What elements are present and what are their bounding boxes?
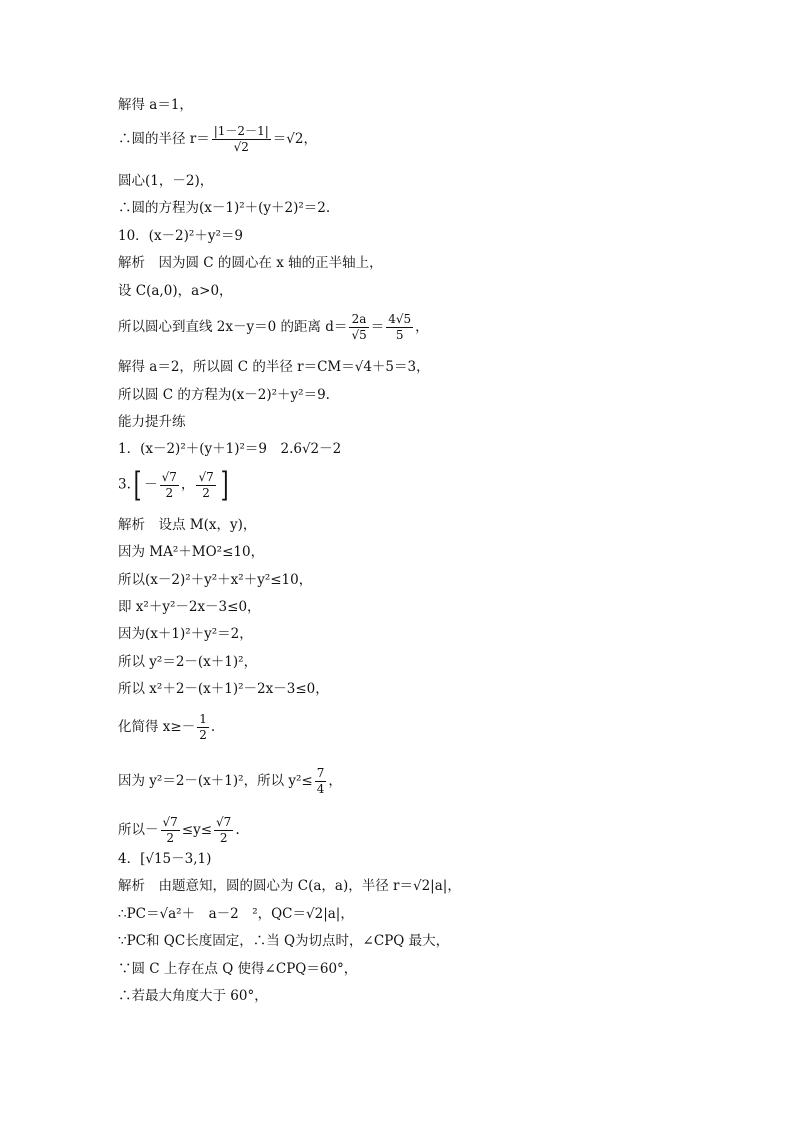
- solution-line: 解得 a＝2，所以圆 C 的半径 r＝CM＝√4＋5＝3，: [118, 359, 430, 375]
- numerator: √7: [216, 815, 232, 829]
- text-segment: ≤y≤: [181, 822, 213, 838]
- inequality-line: [118, 766, 342, 797]
- fraction: [212, 124, 271, 155]
- numerator: √7: [198, 469, 214, 484]
- denominator: √5: [351, 328, 367, 342]
- solution-line: 所以(x－2)²＋y²＋x²＋y²≤10，: [118, 572, 313, 588]
- text-segment: 3.: [118, 476, 131, 493]
- fraction: [160, 470, 179, 501]
- answer-line: 4．[√15－3,1): [118, 851, 212, 867]
- solution-line: 解得 a＝1，: [118, 97, 193, 113]
- solution-line: 所以圆 C 的方程为(x－2)²＋y²＝9.: [118, 387, 330, 403]
- radius-formula-line: [118, 124, 317, 155]
- solution-line: ∴若最大角度大于 60°，: [118, 988, 268, 1004]
- denominator: 5: [395, 328, 404, 342]
- fraction: [349, 312, 368, 343]
- fraction: [161, 815, 180, 846]
- fraction: [214, 815, 233, 846]
- numerator: √7: [161, 469, 177, 484]
- text-segment: ，: [180, 476, 195, 493]
- text-segment: ∴圆的半径 r＝: [118, 131, 210, 147]
- numerator: 1: [199, 712, 207, 726]
- answer-line: 10．(x－2)²＋y²＝9: [118, 228, 243, 244]
- minus-sign: －: [144, 476, 158, 493]
- denominator: 4: [316, 782, 325, 796]
- numerator: |1－2－1|: [213, 124, 269, 138]
- left-bracket-icon: [: [133, 465, 142, 505]
- denominator: 2: [199, 728, 207, 742]
- distance-formula-line: [118, 312, 429, 343]
- numerator: 4√5: [388, 312, 412, 326]
- fraction: [196, 470, 215, 501]
- numerator: 7: [316, 766, 325, 780]
- text-segment: 所以圆心到直线 2x－y＝0 的距离 d＝: [118, 319, 348, 335]
- solution-line: 所以 y²＝2－(x＋1)²，: [118, 654, 258, 670]
- denominator: √2: [233, 140, 249, 154]
- solution-line: 设 C(a,0)，a>0，: [118, 283, 233, 299]
- text-segment: .: [235, 822, 240, 838]
- solution-line: 因为 MA²＋MO²≤10，: [118, 544, 265, 560]
- solution-line: ∵PC和 QC长度固定，∴当 Q为切点时，∠CPQ 最大，: [118, 933, 450, 949]
- answer-line: 1．(x－2)²＋(y＋1)²＝9 2.6√2－2: [118, 441, 342, 457]
- simplify-line: [118, 712, 215, 743]
- solution-line: ∵圆 C 上存在点 Q 使得∠CPQ＝60°，: [118, 961, 358, 977]
- numerator: 2a: [349, 312, 368, 328]
- analysis-line: 解析 因为圆 C 的圆心在 x 轴的正半轴上，: [118, 255, 383, 271]
- text-segment: .: [210, 719, 216, 735]
- denominator: 2: [166, 831, 174, 845]
- solution-line: ∴圆的方程为(x－1)²＋(y＋2)²＝2.: [118, 200, 331, 216]
- text-segment: ＝√2，: [272, 131, 317, 147]
- range-line: [118, 815, 240, 846]
- analysis-line: 解析 设点 M(x，y)，: [118, 517, 257, 533]
- solution-line: 因为(x＋1)²＋y²＝2，: [118, 626, 253, 642]
- solution-line: 圆心(1，－2)，: [118, 173, 214, 189]
- text-segment: ，: [328, 773, 342, 789]
- solution-line: 即 x²＋y²－2x－3≤0，: [118, 599, 261, 615]
- text-segment: 所以－: [118, 822, 159, 838]
- denominator: 2: [202, 485, 210, 500]
- section-heading: 能力提升练: [118, 414, 186, 430]
- text-segment: ＝: [370, 319, 385, 335]
- solution-line: 所以 x²＋2－(x＋1)²－2x－3≤0，: [118, 681, 329, 697]
- fraction: [197, 712, 209, 743]
- text-segment: ，: [415, 319, 429, 335]
- denominator: 2: [165, 485, 174, 500]
- text-segment: 因为 y²＝2－(x＋1)²，所以 y²≤: [118, 773, 313, 789]
- text-segment: 化简得 x≥－: [118, 719, 196, 735]
- fraction: [315, 766, 327, 797]
- numerator: √7: [162, 815, 178, 829]
- analysis-line: 解析 由题意知，圆的圆心为 C(a，a)，半径 r＝√2|a|，: [118, 878, 461, 894]
- solution-line: ∴PC＝√a²＋ a－2 ²，QC＝√2|a|，: [118, 906, 354, 922]
- interval-answer-line: [118, 465, 231, 505]
- fraction: [386, 312, 413, 343]
- denominator: 2: [219, 831, 228, 845]
- right-bracket-icon: ]: [220, 465, 229, 505]
